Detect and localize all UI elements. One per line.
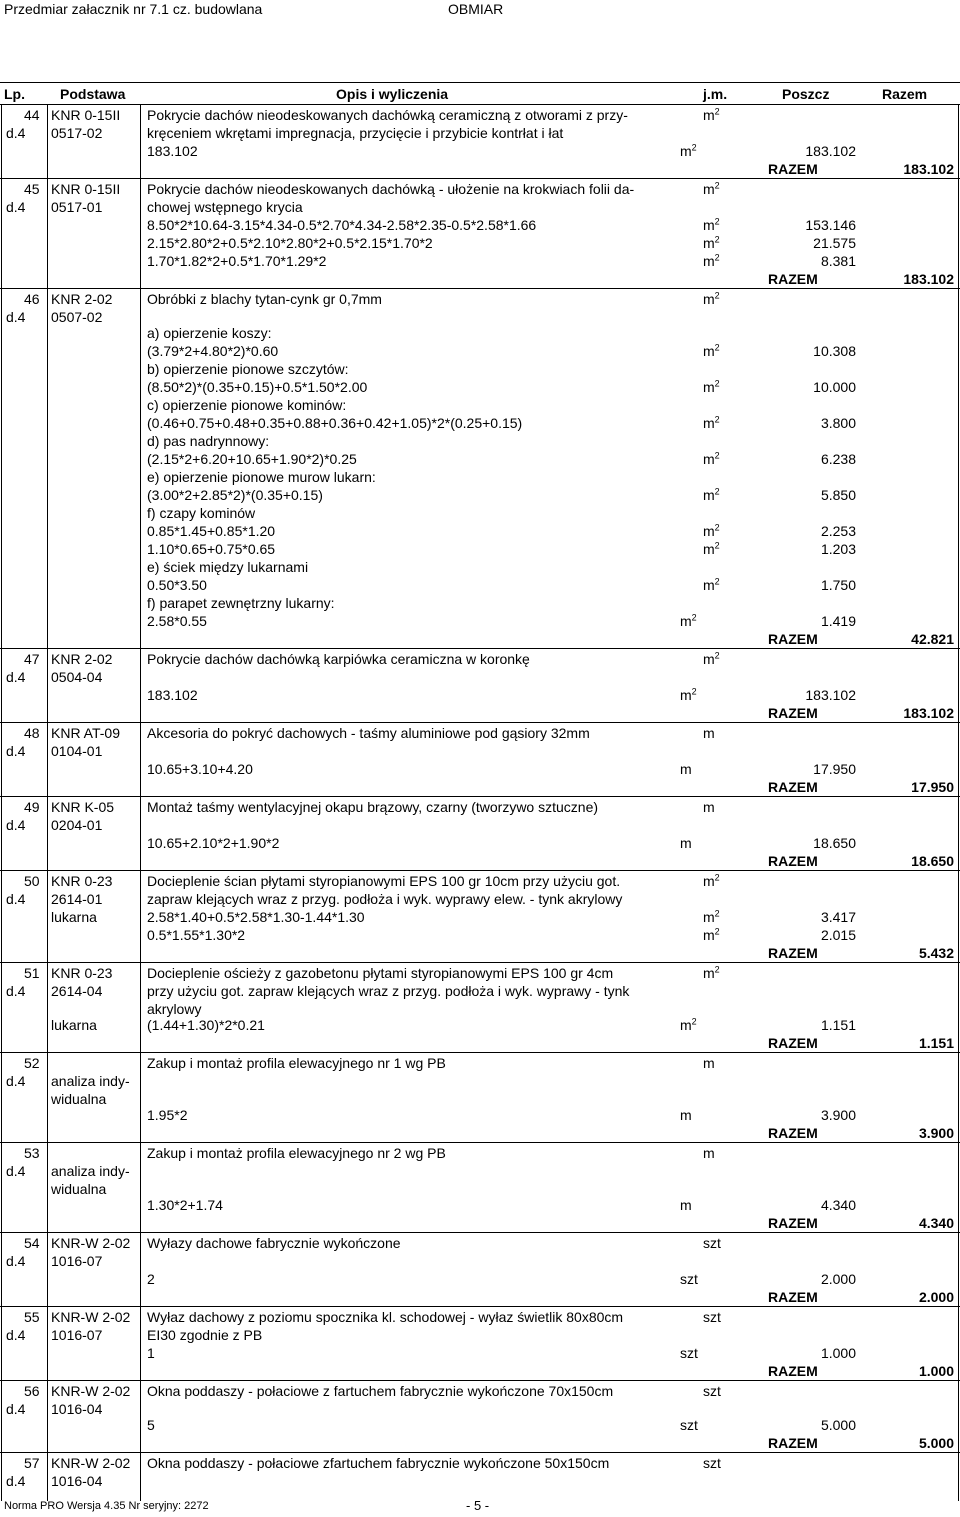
- calculation-formula: (3.00*2+2.85*2)*(0.35+0.15): [147, 487, 323, 503]
- basis-code: KNR 0-23: [51, 873, 113, 889]
- col-poszcz: Poszcz: [782, 86, 830, 102]
- description-text: Wyłaz dachowy z poziomu spocznika kl. schodowej - wyłaz świetlik 80x80cm: [147, 1309, 624, 1325]
- description-text: e) ściek między lukarnami: [147, 559, 309, 575]
- basis-code: KNR 0-15II: [51, 107, 121, 123]
- description-text: Akcesoria do pokryć dachowych - taśmy aluminiowe pod gąsiory 32mm: [147, 725, 590, 741]
- description-text: Wyłazy dachowe fabrycznie wykończone: [147, 1235, 401, 1251]
- calculation-formula: (3.79*2+4.80*2)*0.60: [147, 343, 279, 359]
- unit-label: szt: [680, 1345, 698, 1361]
- description-text: Docieplenie ościeży z gazobetonu płytami styropianowymi EPS 100 gr 4cm: [147, 965, 614, 981]
- partial-quantity: 1.750: [820, 577, 856, 593]
- partial-quantity: 10.308: [813, 343, 856, 359]
- partial-quantity: 1.151: [820, 1017, 856, 1033]
- total-quantity: 5.432: [918, 945, 954, 961]
- col-opis: Opis i wyliczenia: [336, 86, 449, 102]
- unit-label: $m^2$: [703, 234, 720, 251]
- item-number: 56: [24, 1383, 40, 1399]
- item-number: 53: [24, 1145, 40, 1161]
- basis-code: 1016-04: [51, 1401, 103, 1417]
- calculation-formula: 0.5*1.55*1.30*2: [147, 927, 246, 943]
- total-quantity: 42.821: [911, 631, 954, 647]
- total-quantity: 1.151: [918, 1035, 954, 1051]
- item-number: d.4: [6, 1253, 26, 1269]
- razem-label: RAZEM: [768, 1215, 818, 1231]
- unit-label: $m^2$: [703, 216, 720, 233]
- partial-quantity: 18.650: [813, 835, 856, 851]
- razem-label: RAZEM: [768, 1125, 818, 1141]
- item-number: d.4: [6, 817, 26, 833]
- description-text: Okna poddaszy - połaciowe z fartuchem fabrycznie wykończone 70x150cm: [147, 1383, 614, 1399]
- row-separator: [0, 870, 960, 871]
- total-quantity: 4.340: [918, 1215, 954, 1231]
- item-number: 45: [24, 181, 40, 197]
- unit-label: $m^2$: [703, 872, 720, 889]
- item-number: d.4: [6, 1401, 26, 1417]
- unit-label: $m^2$: [703, 576, 720, 593]
- razem-label: RAZEM: [768, 779, 818, 795]
- partial-quantity: 3.417: [820, 909, 856, 925]
- calculation-formula: 1: [147, 1345, 155, 1361]
- unit-label: $m^2$: [703, 290, 720, 307]
- basis-code: 0517-02: [51, 125, 103, 141]
- description-text: przy użyciu got. zapraw klejących wraz z przyg. podłoża i wyk. wyprawy - tynk: [147, 983, 630, 999]
- col-border: [47, 104, 48, 1501]
- total-quantity: 18.650: [911, 853, 954, 869]
- calculation-formula: 0.50*3.50: [147, 577, 207, 593]
- calculation-formula: 1.95*2: [147, 1107, 188, 1123]
- item-number: 57: [24, 1455, 40, 1471]
- unit-label: $m^2$: [703, 926, 720, 943]
- unit-label: m: [703, 1055, 715, 1071]
- razem-label: RAZEM: [768, 1035, 818, 1051]
- footer-software: Norma PRO Wersja 4.35 Nr seryjny: 2272: [4, 1500, 209, 1512]
- col-podstawa: Podstawa: [60, 86, 126, 102]
- item-number: 52: [24, 1055, 40, 1071]
- row-separator: [0, 1052, 960, 1053]
- partial-quantity: 3.800: [820, 415, 856, 431]
- description-text: f) parapet zewnętrzny lukarny:: [147, 595, 335, 611]
- unit-label: m: [703, 725, 715, 741]
- unit-label: $m^2$: [680, 142, 697, 159]
- razem-label: RAZEM: [768, 705, 818, 721]
- table-header-rule: [0, 104, 960, 105]
- document-title: Przedmiar załacznik nr 7.1 cz. budowlana: [4, 1, 263, 17]
- description-text: Montaż taśmy wentylacyjnej okapu brązowy, czarny (tworzywo sztuczne): [147, 799, 599, 815]
- calculation-formula: (2.15*2+6.20+10.65+1.90*2)*0.25: [147, 451, 357, 467]
- description-text: zapraw klejących wraz z przyg. podłoża i wyk. wyprawy elew. - tynk akrylowy: [147, 891, 623, 907]
- item-number: d.4: [6, 983, 26, 999]
- description-text: d) pas nadrynnowy:: [147, 433, 270, 449]
- row-separator: [0, 722, 960, 723]
- description-text: Pokrycie dachów dachówką karpiówka ceramiczna w koronkę: [147, 651, 530, 667]
- calculation-formula: (0.46+0.75+0.48+0.35+0.88+0.36+0.42+1.05)*2*(0.25+0.15): [147, 415, 523, 431]
- row-separator: [0, 288, 960, 289]
- calculation-formula: 1.10*0.65+0.75*0.65: [147, 541, 276, 557]
- partial-quantity: 183.102: [805, 143, 856, 159]
- basis-code: KNR-W 2-02: [51, 1235, 131, 1251]
- description-text: Docieplenie ścian płytami styropianowymi EPS 100 gr 10cm przy użyciu got.: [147, 873, 621, 889]
- item-number: d.4: [6, 1327, 26, 1343]
- col-border: [1, 104, 2, 1501]
- unit-label: $m^2$: [703, 522, 720, 539]
- unit-label: $m^2$: [703, 106, 720, 123]
- page-header: [0, 0, 960, 20]
- basis-code: KNR AT-09: [51, 725, 120, 741]
- partial-quantity: 183.102: [805, 687, 856, 703]
- basis-code: KNR-W 2-02: [51, 1455, 131, 1471]
- row-separator: [0, 962, 960, 963]
- unit-label: szt: [703, 1309, 721, 1325]
- unit-label: m: [680, 835, 692, 851]
- row-separator: [0, 1306, 960, 1307]
- basis-code: KNR 2-02: [51, 291, 113, 307]
- item-number: d.4: [6, 199, 26, 215]
- description-text: Zakup i montaż profila elewacyjnego nr 1 wg PB: [147, 1055, 446, 1071]
- unit-label: m: [680, 1107, 692, 1123]
- unit-label: $m^2$: [680, 686, 697, 703]
- page-number: - 5 -: [466, 1498, 490, 1513]
- basis-code: widualna: [51, 1091, 107, 1107]
- calculation-formula: 10.65+3.10+4.20: [147, 761, 253, 777]
- item-number: 50: [24, 873, 40, 889]
- row-separator: [0, 1232, 960, 1233]
- item-number: 47: [24, 651, 40, 667]
- table-header: [0, 84, 960, 104]
- unit-label: $m^2$: [680, 612, 697, 629]
- basis-code: KNR-W 2-02: [51, 1383, 131, 1399]
- unit-label: szt: [703, 1455, 721, 1471]
- calculation-formula: 0.85*1.45+0.85*1.20: [147, 523, 276, 539]
- unit-label: $m^2$: [703, 540, 720, 557]
- unit-label: $m^2$: [703, 908, 720, 925]
- item-number: d.4: [6, 891, 26, 907]
- partial-quantity: 1.419: [820, 613, 856, 629]
- table-top-rule: [0, 82, 960, 83]
- description-text: b) opierzenie pionowe szczytów:: [147, 361, 349, 377]
- basis-code: 0507-02: [51, 309, 103, 325]
- basis-code: 0104-01: [51, 743, 103, 759]
- basis-code: KNR 2-02: [51, 651, 113, 667]
- description-text: f) czapy kominów: [147, 505, 256, 521]
- item-number: d.4: [6, 669, 26, 685]
- unit-label: m: [703, 799, 715, 815]
- razem-label: RAZEM: [768, 1289, 818, 1305]
- calculation-formula: 183.102: [147, 143, 198, 159]
- description-text: Okna poddaszy - połaciowe zfartuchem fabrycznie wykończone 50x150cm: [147, 1455, 610, 1471]
- basis-code: 2614-04: [51, 983, 103, 999]
- calculation-formula: 2: [147, 1271, 155, 1287]
- item-number: 54: [24, 1235, 40, 1251]
- unit-label: $m^2$: [703, 342, 720, 359]
- calculation-formula: 183.102: [147, 687, 198, 703]
- calculation-formula: 2.15*2.80*2+0.5*2.10*2.80*2+0.5*2.15*1.70*2: [147, 235, 433, 251]
- razem-label: RAZEM: [768, 161, 818, 177]
- partial-quantity: 17.950: [813, 761, 856, 777]
- description-text: e) opierzenie pionowe murow lukarn:: [147, 469, 376, 485]
- description-text: kręceniem wkrętami impregnacja, przycięcie i przybicie kontrłat i łat: [147, 125, 564, 141]
- item-number: d.4: [6, 1073, 26, 1089]
- description-text: akrylowy: [147, 1001, 202, 1017]
- total-quantity: 183.102: [903, 271, 954, 287]
- description-text: Pokrycie dachów nieodeskowanych dachówką - ułożenie na krokwiach folii da-: [147, 181, 635, 197]
- row-separator: [0, 796, 960, 797]
- basis-code: 0204-01: [51, 817, 103, 833]
- basis-code: analiza indy-: [51, 1163, 130, 1179]
- unit-label: szt: [680, 1417, 698, 1433]
- col-jm: j.m.: [703, 86, 728, 102]
- total-quantity: 17.950: [911, 779, 954, 795]
- razem-label: RAZEM: [768, 271, 818, 287]
- razem-label: RAZEM: [768, 853, 818, 869]
- item-number: 55: [24, 1309, 40, 1325]
- basis-code: 0517-01: [51, 199, 103, 215]
- total-quantity: 5.000: [918, 1435, 954, 1451]
- item-number: d.4: [6, 743, 26, 759]
- description-text: Pokrycie dachów nieodeskowanych dachówką ceramiczną z otworami z przy-: [147, 107, 628, 123]
- description-text: chowej wstępnego krycia: [147, 199, 303, 215]
- calculation-formula: 8.50*2*10.64-3.15*4.34-0.5*2.70*4.34-2.58*2.35-0.5*2.58*1.66: [147, 217, 537, 233]
- item-number: d.4: [6, 309, 26, 325]
- unit-label: $m^2$: [703, 252, 720, 269]
- col-lp: Lp.: [4, 86, 25, 102]
- partial-quantity: 2.000: [820, 1271, 856, 1287]
- item-number: d.4: [6, 1473, 26, 1489]
- total-quantity: 2.000: [918, 1289, 954, 1305]
- basis-code: 0504-04: [51, 669, 103, 685]
- section-title: OBMIAR: [448, 1, 504, 17]
- description-text: EI30 zgodnie z PB: [147, 1327, 263, 1343]
- partial-quantity: 1.000: [820, 1345, 856, 1361]
- unit-label: m: [680, 1197, 692, 1213]
- item-number: d.4: [6, 125, 26, 141]
- total-quantity: 3.900: [918, 1125, 954, 1141]
- description-text: a) opierzenie koszy:: [147, 325, 272, 341]
- col-razem: Razem: [882, 86, 928, 102]
- partial-quantity: 153.146: [805, 217, 856, 233]
- description-text: Obróbki z blachy tytan-cynk gr 0,7mm: [147, 291, 382, 307]
- row-separator: [0, 178, 960, 179]
- unit-label: $m^2$: [703, 486, 720, 503]
- basis-code: 1016-07: [51, 1253, 103, 1269]
- partial-quantity: 4.340: [820, 1197, 856, 1213]
- partial-quantity: 10.000: [813, 379, 856, 395]
- calculation-formula: 2.58*1.40+0.5*2.58*1.30-1.44*1.30: [147, 909, 365, 925]
- razem-label: RAZEM: [768, 1363, 818, 1379]
- basis-code: 2614-01: [51, 891, 103, 907]
- calculation-formula: 1.70*1.82*2+0.5*1.70*1.29*2: [147, 253, 327, 269]
- unit-label: szt: [703, 1383, 721, 1399]
- partial-quantity: 1.203: [820, 541, 856, 557]
- partial-quantity: 6.238: [820, 451, 856, 467]
- description-text: Zakup i montaż profila elewacyjnego nr 2 wg PB: [147, 1145, 446, 1161]
- calculation-formula: 10.65+2.10*2+1.90*2: [147, 835, 280, 851]
- row-separator: [0, 648, 960, 649]
- col-border: [958, 104, 959, 1501]
- basis-code: KNR 0-15II: [51, 181, 121, 197]
- partial-quantity: 2.015: [820, 927, 856, 943]
- unit-label: $m^2$: [703, 450, 720, 467]
- calculation-formula: 5: [147, 1417, 155, 1433]
- calculation-formula: 1.30*2+1.74: [147, 1197, 223, 1213]
- unit-label: szt: [703, 1235, 721, 1251]
- total-quantity: 1.000: [918, 1363, 954, 1379]
- razem-label: RAZEM: [768, 631, 818, 647]
- partial-quantity: 8.381: [820, 253, 856, 269]
- item-number: d.4: [6, 1163, 26, 1179]
- unit-label: m: [703, 1145, 715, 1161]
- basis-code: lukarna: [51, 1017, 97, 1033]
- basis-code: analiza indy-: [51, 1073, 130, 1089]
- item-number: 44: [24, 107, 40, 123]
- basis-code: KNR-W 2-02: [51, 1309, 131, 1325]
- unit-label: $m^2$: [703, 650, 720, 667]
- row-separator: [0, 1380, 960, 1381]
- basis-code: 1016-07: [51, 1327, 103, 1343]
- unit-label: $m^2$: [703, 378, 720, 395]
- unit-label: szt: [680, 1271, 698, 1287]
- unit-label: m: [680, 761, 692, 777]
- partial-quantity: 2.253: [820, 523, 856, 539]
- col-border: [140, 104, 141, 1501]
- item-number: 49: [24, 799, 40, 815]
- basis-code: lukarna: [51, 909, 97, 925]
- row-separator: [0, 1452, 960, 1453]
- basis-code: 1016-04: [51, 1473, 103, 1489]
- calculation-formula: 2.58*0.55: [147, 613, 207, 629]
- unit-label: $m^2$: [680, 1016, 697, 1033]
- description-text: c) opierzenie pionowe kominów:: [147, 397, 347, 413]
- basis-code: widualna: [51, 1181, 107, 1197]
- partial-quantity: 21.575: [813, 235, 856, 251]
- row-separator: [0, 1142, 960, 1143]
- razem-label: RAZEM: [768, 1435, 818, 1451]
- basis-code: KNR 0-23: [51, 965, 113, 981]
- basis-code: KNR K-05: [51, 799, 115, 815]
- item-number: 46: [24, 291, 40, 307]
- razem-label: RAZEM: [768, 945, 818, 961]
- unit-label: $m^2$: [703, 964, 720, 981]
- partial-quantity: 5.000: [820, 1417, 856, 1433]
- total-quantity: 183.102: [903, 161, 954, 177]
- partial-quantity: 5.850: [820, 487, 856, 503]
- total-quantity: 183.102: [903, 705, 954, 721]
- partial-quantity: 3.900: [820, 1107, 856, 1123]
- item-number: 48: [24, 725, 40, 741]
- unit-label: $m^2$: [703, 180, 720, 197]
- calculation-formula: (1.44+1.30)*2*0.21: [147, 1017, 265, 1033]
- calculation-formula: (8.50*2)*(0.35+0.15)+0.5*1.50*2.00: [147, 379, 368, 395]
- item-number: 51: [24, 965, 40, 981]
- unit-label: $m^2$: [703, 414, 720, 431]
